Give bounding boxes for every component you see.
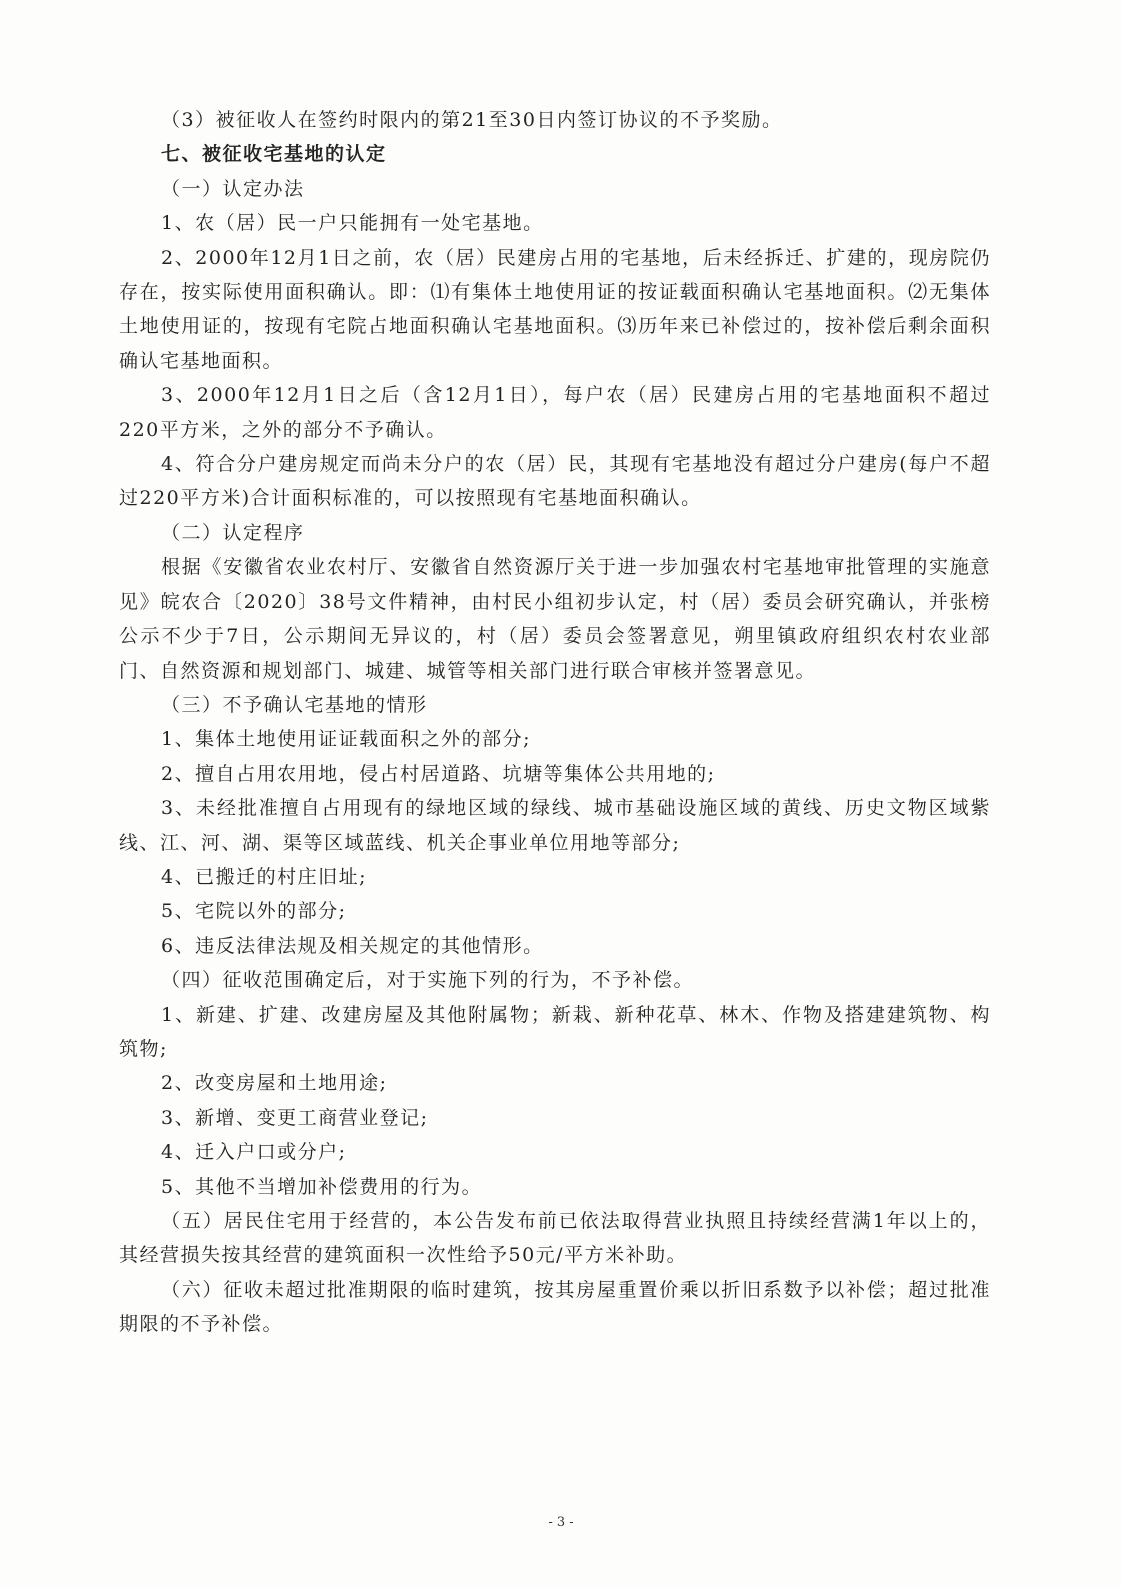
list-item-household-registration: 4、迁入户口或分户; [161,1141,347,1164]
list-item-illegal-cases: 6、违反法律法规及相关规定的其他情形。 [161,934,544,957]
document-body [119,103,991,1342]
paragraph-no-reward-21-30: （3）被征收人在签约时限内的第21至30日内签订协议的不予奖励。 [161,109,783,131]
list-item-change-use: 2、改变房屋和土地用途; [161,1072,388,1095]
list-item-outside-courtyard: 5、宅院以外的部分; [161,900,347,923]
paragraph-after-2000-rule: 3、2000年12月1日之后（含12月1日），每户农（居）民建房占用的宅基地面积不超过220平方米，之外的部分不予确认。 [119,384,991,441]
list-item-business-registration: 3、新增、变更工商营业登记; [161,1106,429,1129]
subheading-identification-method: （一）认定办法 [161,177,305,200]
section-heading-homestead-identification: 七、被征收宅基地的认定 [161,143,387,166]
subheading-non-recognition-cases: （三）不予确认宅基地的情形 [161,693,428,716]
list-item-outside-certificate: 1、集体土地使用证证载面积之外的部分; [161,728,531,751]
paragraph-procedure-detail: 根据《安徽省农业农村厅、安徽省自然资源厅关于进一步加强农村宅基地审批管理的实施意见》皖农合〔2020〕38号文件精神，由村民小组初步认定，村（居）委员会研究确认，并张榜公示不少于7日，公示期间无异议的，村（居）委员会签署意见，朔里镇政府组织农村农业部门、自然资源和规划部门、城建、城管等相关部门进行联合审核并签署意见。 [119,556,991,682]
list-item-relocated-village: 4、已搬迁的村庄旧址; [161,865,367,888]
list-item-new-construction: 1、新建、扩建、改建房屋及其他附属物；新栽、新种花草、林木、作物及搭建建筑物、构筑物; [119,1003,991,1060]
paragraph-temporary-building: （六）征收未超过批准期限的临时建筑，按其房屋重置价乘以折旧系数予以补偿；超过批准期限的不予补偿。 [119,1278,991,1336]
list-item-other-improper: 5、其他不当增加补偿费用的行为。 [161,1175,483,1198]
paragraph-business-loss-subsidy: （五）居民住宅用于经营的，本公告发布前已依法取得营业执照且持续经营满1年以上的，其经营损失按其经营的建筑面积一次性给予50元/平方米补助。 [119,1210,991,1267]
list-item-protected-zones: 3、未经批准擅自占用现有的绿地区域的绿线、城市基础设施区域的黄线、历史文物区域紫线、江、河、湖、渠等区域蓝线、机关企事业单位用地等部分; [119,797,991,854]
paragraph-one-homestead-rule: 1、农（居）民一户只能拥有一处宅基地。 [161,212,544,235]
paragraph-household-split-rule: 4、符合分户建房规定而尚未分户的农（居）民，其现有宅基地没有超过分户建房(每户不超过220平方米)合计面积标准的，可以按照现有宅基地面积确认。 [119,453,991,510]
list-item-unauthorized-farmland: 2、擅自占用农用地，侵占村居道路、坑塘等集体公共用地的; [161,762,716,785]
subheading-identification-procedure: （二）认定程序 [161,521,305,544]
paragraph-before-2000-rule: 2、2000年12月1日之前，农（居）民建房占用的宅基地，后未经拆迁、扩建的，现房院仍存在，按实际使用面积确认。即：⑴有集体土地使用证的按证载面积确认宅基地面积。⑵无集体土地使用证的，按现有宅院占地面积确认宅基地面积。⑶历年来已补偿过的，按补偿后剩余面积确认宅基地面积。 [119,246,991,372]
subheading-no-compensation-acts: （四）征收范围确定后，对于实施下列的行为，不予补偿。 [161,969,695,992]
page-number: - 3 - [548,1515,574,1530]
